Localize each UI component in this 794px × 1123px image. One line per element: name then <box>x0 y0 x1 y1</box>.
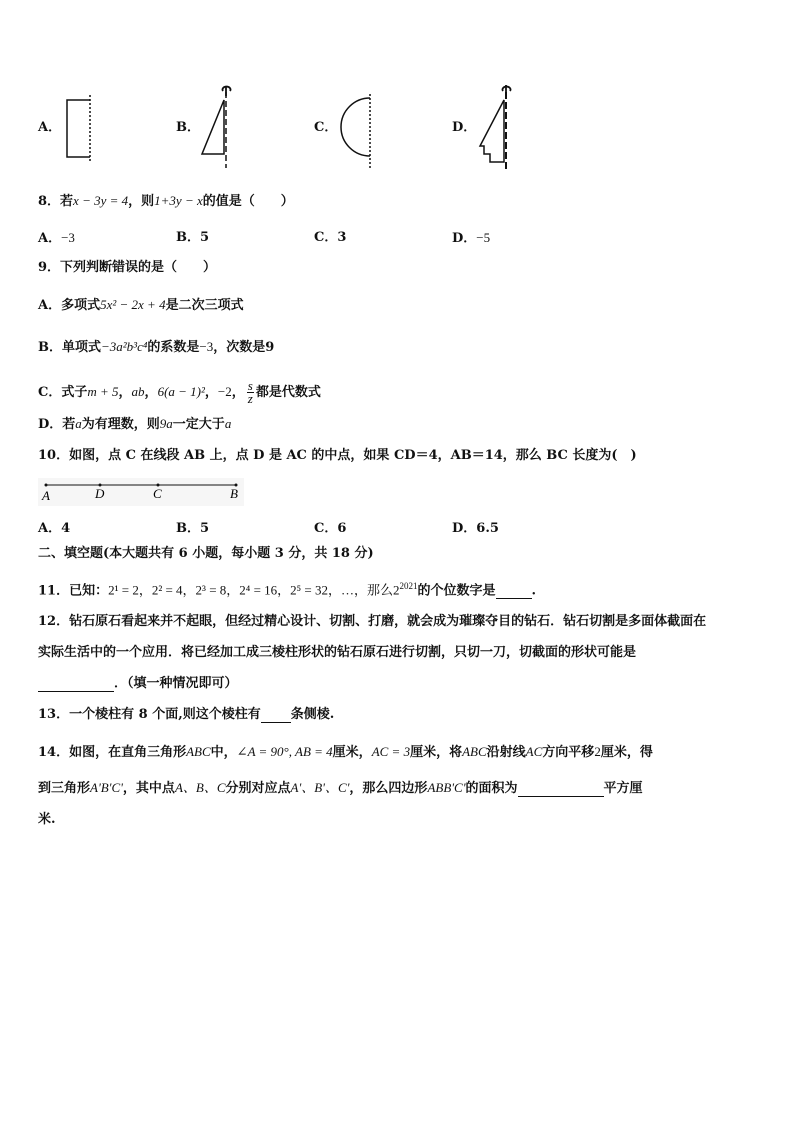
q9-a-prefix: A．多项式 <box>38 298 101 313</box>
q9-option-a <box>38 297 244 314</box>
q11-power-exponent: 2021 <box>399 581 418 591</box>
q11-suffix: 的个位数字是 <box>417 583 496 599</box>
q11-sequence: 2¹ = 2，2² = 4，2³ = 8，2⁴ = 16，2⁵ = 32，…，那么 <box>108 582 394 598</box>
q10-stem: 10．如图，点 C 在线段 AB 上，点 D 是 AC 的中点，如果 CD＝4，AB＝14，那么 BC 长度为( ) <box>38 448 637 463</box>
q9-d-mid: 为有理数，则 <box>81 417 160 432</box>
q9-c-fraction-denominator: z <box>247 391 253 406</box>
q14-l1-prefix: 14．如图，在直角三角形 <box>38 745 187 760</box>
q14-triangle-abc-2: ABC <box>462 744 487 759</box>
q9-c-expr4: −2 <box>217 384 232 399</box>
q8-option-a-value: −3 <box>61 230 75 245</box>
q9-d-expression: 9a <box>159 416 173 431</box>
q14-triangle-prime: A'B'C' <box>90 780 123 795</box>
q14-l2-mid: ，其中点 <box>122 781 175 796</box>
q14-line1 <box>38 744 653 761</box>
q9-b-prefix: B．单项式 <box>38 340 101 355</box>
q14-unit1: 厘米， <box>332 745 372 760</box>
q9-c-expr1: m + 5 <box>87 384 119 399</box>
q14-shift: 2 <box>594 744 601 759</box>
q8-option-b: B．5 <box>176 230 210 245</box>
q14-l2-mid3: ，那么四边形 <box>349 781 428 796</box>
q10-option-b: B．5 <box>176 521 210 536</box>
q14-condition: ∠A = 90°, AB = 4 <box>236 744 333 759</box>
q9-d-var2: a <box>224 416 232 431</box>
q8-tail: 的值是（ ） <box>202 194 294 209</box>
q11 <box>38 578 536 599</box>
q14-unit2: 厘米，将 <box>410 745 463 760</box>
q14-points: A、B、C <box>174 780 226 795</box>
q14-l1-mid: 中， <box>210 745 237 760</box>
q9-b-value: −3 <box>199 339 214 354</box>
q9-c-fraction-numerator: s <box>247 378 253 393</box>
q8-option-d <box>452 230 490 247</box>
q14-l2-post: 的面积为 <box>465 781 518 796</box>
q14-direction: 方向平移 <box>542 745 595 760</box>
q9-c-fraction <box>247 380 254 405</box>
q12-line1: 12．钻石原石看起来并不起眼，但经过精心设计、切割、打磨，就会成为璀璨夺目的钻石．钻石切割是多面体截面在 <box>38 614 707 629</box>
q9-c-expr3: 6(a − 1)² <box>157 384 205 399</box>
q14-points-prime: A'、B'、C' <box>290 780 350 795</box>
q11-prefix: 11．已知： <box>38 583 109 599</box>
q14-l2-mid2: 分别对应点 <box>225 781 291 796</box>
q13-answer-blank[interactable] <box>261 722 291 723</box>
q8-stem <box>38 193 294 210</box>
q8-number: 8．若 <box>38 194 74 209</box>
q7-figure-c <box>335 92 385 172</box>
q8-option-a <box>38 230 75 247</box>
q8-mid: ，则 <box>128 194 155 209</box>
q9-c-expr2: ab <box>131 384 145 399</box>
q9-a-suffix: 是二次三项式 <box>165 298 244 313</box>
q8-expr2: 1+3y − x <box>154 193 203 208</box>
q13-prefix: 13．一个棱柱有 8 个面,则这个棱柱有 <box>38 707 261 722</box>
q10-option-c: C．6 <box>314 521 347 536</box>
q9-option-d <box>38 416 231 433</box>
q12-answer-blank[interactable] <box>38 691 114 692</box>
q9-option-c: C．式子m + 5，ab，6(a − 1)²，−2， $\frac{s}{z}$ 都是代数式 <box>38 378 321 406</box>
q12-line3-text: ．（填一种情况即可） <box>114 676 238 691</box>
q8-option-d-label: D． <box>452 231 477 246</box>
q13-suffix: 条侧棱. <box>290 707 335 722</box>
q7-option-c-label: C． <box>314 120 338 135</box>
q9-c-prefix: C．式子 <box>38 385 88 400</box>
q12-line2: 实际生活中的一个应用．将已经加工成三棱柱形状的钻石原石进行切割，只切一刀，切截面的形状可能是 <box>38 645 637 660</box>
q7-option-a-label: A． <box>38 120 62 135</box>
label-b: B <box>230 486 238 501</box>
q9-d-var: a <box>75 416 82 431</box>
point-a <box>45 484 48 487</box>
q7-figure-a <box>60 95 100 165</box>
q8-expr1: x − 3y = 4 <box>73 193 129 208</box>
q14-answer-blank[interactable] <box>518 796 604 797</box>
q7-figure-b <box>196 82 246 172</box>
q8-option-d-value: −5 <box>476 230 491 245</box>
q14-l2-prefix: 到三角形 <box>38 781 91 796</box>
q9-d-mid2: 一定大于 <box>172 417 225 432</box>
q14-l2-unit: 平方厘 <box>603 781 643 796</box>
q9-c-suffix: 都是代数式 <box>255 385 321 400</box>
q12-line3 <box>38 676 238 692</box>
q14-quadrilateral: ABB'C' <box>427 780 466 795</box>
q7-option-d-label: D． <box>452 120 477 135</box>
q14-l1-tail: 厘米，得 <box>600 745 653 760</box>
q14-triangle-abc: ABC <box>186 744 211 759</box>
q14-along: 沿射线 <box>486 745 526 760</box>
q8-option-c: C．3 <box>314 230 347 245</box>
q9-b-mid: 的系数是 <box>147 340 200 355</box>
label-d: D <box>95 486 105 501</box>
q14-line3: 米. <box>38 812 56 827</box>
q11-answer-blank[interactable] <box>496 598 532 599</box>
q7-option-b-label: B． <box>176 120 200 135</box>
q14-line2 <box>38 780 643 797</box>
q11-end: . <box>531 583 537 599</box>
q10-segment-figure <box>38 478 244 506</box>
q9-d-prefix: D．若 <box>38 417 76 432</box>
q9-b-expression: −3a²b³c⁴ <box>101 339 148 354</box>
label-a: A <box>42 488 50 503</box>
q9-a-expression: 5x² − 2x + 4 <box>100 297 166 312</box>
q8-option-a-label: A． <box>38 231 62 246</box>
q14-ray-ac: AC <box>525 744 543 759</box>
q11-power-base: 2 <box>393 582 400 598</box>
q13 <box>38 707 334 723</box>
q14-ac-length: AC = 3 <box>371 744 411 759</box>
q9-stem: 9．下列判断错误的是（ ） <box>38 260 217 275</box>
q10-option-d: D．6.5 <box>452 521 499 536</box>
q9-option-b <box>38 339 274 356</box>
q9-b-suffix: ，次数是9 <box>213 340 275 355</box>
q10-option-a: A．4 <box>38 521 71 536</box>
q7-figure-d <box>474 80 524 175</box>
label-c: C <box>153 486 162 501</box>
section-2-heading: 二、填空题(本大题共有 6 小题，每小题 3 分，共 18 分) <box>38 546 374 561</box>
